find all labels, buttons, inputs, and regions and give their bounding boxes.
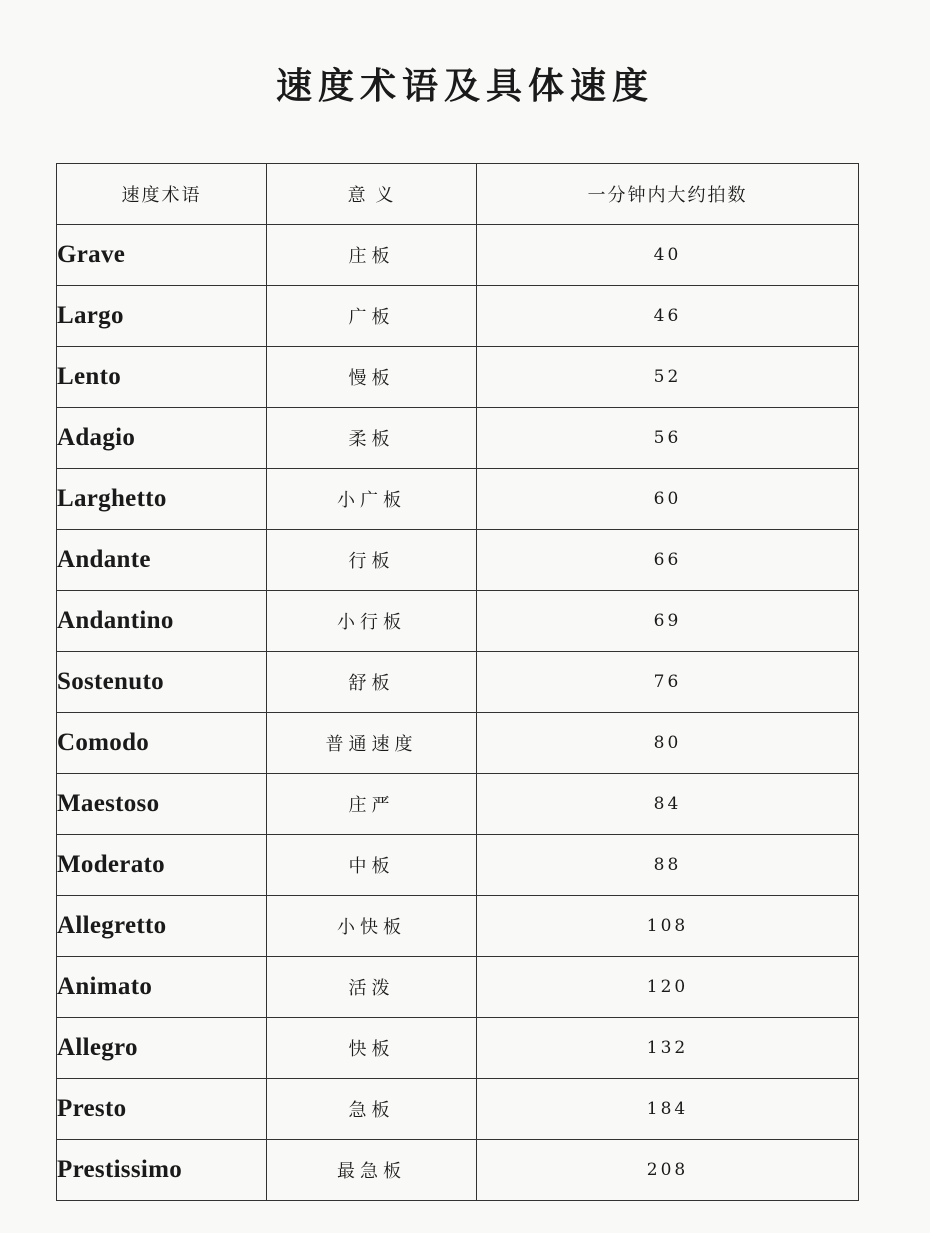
table-row bbox=[57, 652, 859, 713]
column-header-meaning: 意 义 bbox=[267, 164, 477, 225]
tempo-meaning: 活泼 bbox=[267, 957, 477, 1018]
table-row bbox=[57, 530, 859, 591]
tempo-meaning: 柔板 bbox=[267, 408, 477, 469]
table-row bbox=[57, 957, 859, 1018]
tempo-bpm: 76 bbox=[477, 652, 859, 713]
tempo-meaning: 最急板 bbox=[267, 1140, 477, 1201]
column-header-term: 速度术语 bbox=[57, 164, 267, 225]
tempo-bpm: 46 bbox=[477, 286, 859, 347]
tempo-meaning: 慢板 bbox=[267, 347, 477, 408]
tempo-bpm: 69 bbox=[477, 591, 859, 652]
tempo-meaning: 行板 bbox=[267, 530, 477, 591]
tempo-bpm: 40 bbox=[477, 225, 859, 286]
table-row bbox=[57, 347, 859, 408]
table-row bbox=[57, 713, 859, 774]
table-row bbox=[57, 1079, 859, 1140]
tempo-term: Presto bbox=[57, 1079, 267, 1140]
tempo-term: Animato bbox=[57, 957, 267, 1018]
table-row bbox=[57, 835, 859, 896]
tempo-meaning: 快板 bbox=[267, 1018, 477, 1079]
tempo-term: Grave bbox=[57, 225, 267, 286]
tempo-bpm: 120 bbox=[477, 957, 859, 1018]
table-row bbox=[57, 225, 859, 286]
tempo-meaning: 小行板 bbox=[267, 591, 477, 652]
tempo-bpm: 184 bbox=[477, 1079, 859, 1140]
tempo-bpm: 60 bbox=[477, 469, 859, 530]
tempo-bpm: 66 bbox=[477, 530, 859, 591]
tempo-term: Comodo bbox=[57, 713, 267, 774]
tempo-bpm: 208 bbox=[477, 1140, 859, 1201]
tempo-meaning: 小快板 bbox=[267, 896, 477, 957]
table-row bbox=[57, 896, 859, 957]
tempo-bpm: 56 bbox=[477, 408, 859, 469]
tempo-term: Moderato bbox=[57, 835, 267, 896]
tempo-bpm: 108 bbox=[477, 896, 859, 957]
table-row bbox=[57, 591, 859, 652]
tempo-bpm: 80 bbox=[477, 713, 859, 774]
tempo-term: Prestissimo bbox=[57, 1140, 267, 1201]
tempo-term: Sostenuto bbox=[57, 652, 267, 713]
column-header-bpm: 一分钟内大约拍数 bbox=[477, 164, 859, 225]
table-row bbox=[57, 408, 859, 469]
tempo-bpm: 88 bbox=[477, 835, 859, 896]
tempo-term: Lento bbox=[57, 347, 267, 408]
tempo-term: Allegro bbox=[57, 1018, 267, 1079]
table-row bbox=[57, 286, 859, 347]
tempo-term: Adagio bbox=[57, 408, 267, 469]
tempo-meaning: 舒板 bbox=[267, 652, 477, 713]
tempo-term: Larghetto bbox=[57, 469, 267, 530]
page-title: 速度术语及具体速度 bbox=[275, 65, 654, 107]
tempo-bpm: 84 bbox=[477, 774, 859, 835]
tempo-meaning: 小广板 bbox=[267, 469, 477, 530]
tempo-term: Andante bbox=[57, 530, 267, 591]
tempo-bpm: 132 bbox=[477, 1018, 859, 1079]
table-row bbox=[57, 774, 859, 835]
tempo-term: Maestoso bbox=[57, 774, 267, 835]
tempo-table bbox=[56, 163, 859, 1201]
tempo-meaning: 普通速度 bbox=[267, 713, 477, 774]
tempo-meaning: 广板 bbox=[267, 286, 477, 347]
table-header-row bbox=[57, 164, 859, 225]
tempo-meaning: 庄严 bbox=[267, 774, 477, 835]
tempo-bpm: 52 bbox=[477, 347, 859, 408]
tempo-meaning: 庄板 bbox=[267, 225, 477, 286]
table-row bbox=[57, 1140, 859, 1201]
tempo-term: Andantino bbox=[57, 591, 267, 652]
table-row bbox=[57, 469, 859, 530]
tempo-term: Allegretto bbox=[57, 896, 267, 957]
tempo-meaning: 急板 bbox=[267, 1079, 477, 1140]
tempo-meaning: 中板 bbox=[267, 835, 477, 896]
table-row bbox=[57, 1018, 859, 1079]
tempo-term: Largo bbox=[57, 286, 267, 347]
